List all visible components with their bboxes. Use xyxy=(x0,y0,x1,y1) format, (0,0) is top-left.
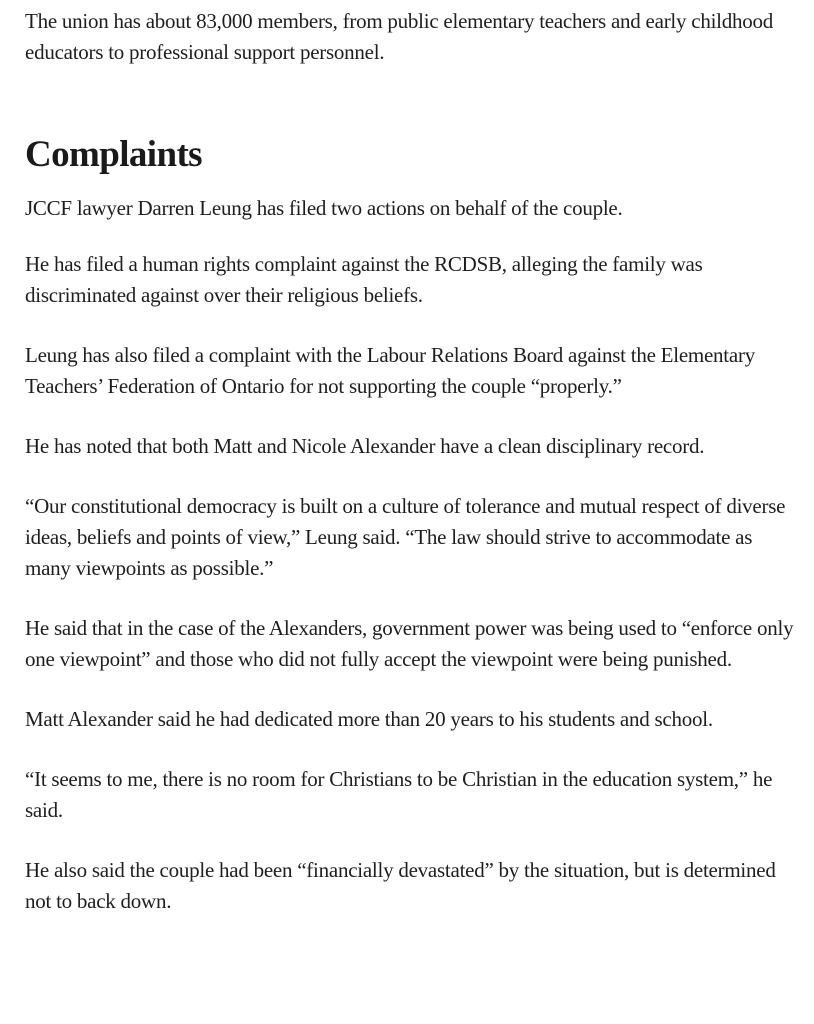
section-heading: Complaints xyxy=(25,134,202,175)
article-paragraph: He said that in the case of the Alexanders, government power was being used to “enforce only one viewpoint” and those who did not fully accept the viewpoint were being punished. xyxy=(25,616,794,671)
article-paragraph: “Our constitutional democracy is built on a culture of tolerance and mutual respect of diverse ideas, beliefs and points of view,” Leung said. “The law should strive to accommodate as many viewpoints as possible.” xyxy=(25,494,786,580)
article-body xyxy=(25,6,795,917)
article-paragraph: JCCF lawyer Darren Leung has filed two actions on behalf of the couple. xyxy=(25,196,623,220)
intro-paragraph: The union has about 83,000 members, from public elementary teachers and early childhood educators to professional support personnel. xyxy=(25,9,774,64)
article-paragraph: Leung has also filed a complaint with the Labour Relations Board against the Elementary Teachers’ Federation of Ontario for not supporting the couple “properly.” xyxy=(25,343,755,398)
article-paragraph: He has noted that both Matt and Nicole Alexander have a clean disciplinary record. xyxy=(25,434,705,458)
article-paragraph: “It seems to me, there is no room for Christians to be Christian in the education system,” he said. xyxy=(25,767,773,822)
article-paragraph: He also said the couple had been “financially devastated” by the situation, but is determined not to back down. xyxy=(25,858,776,913)
article-paragraph: Matt Alexander said he had dedicated more than 20 years to his students and school. xyxy=(25,707,713,731)
article-paragraph: He has filed a human rights complaint against the RCDSB, alleging the family was discriminated against over their religious beliefs. xyxy=(25,252,703,307)
